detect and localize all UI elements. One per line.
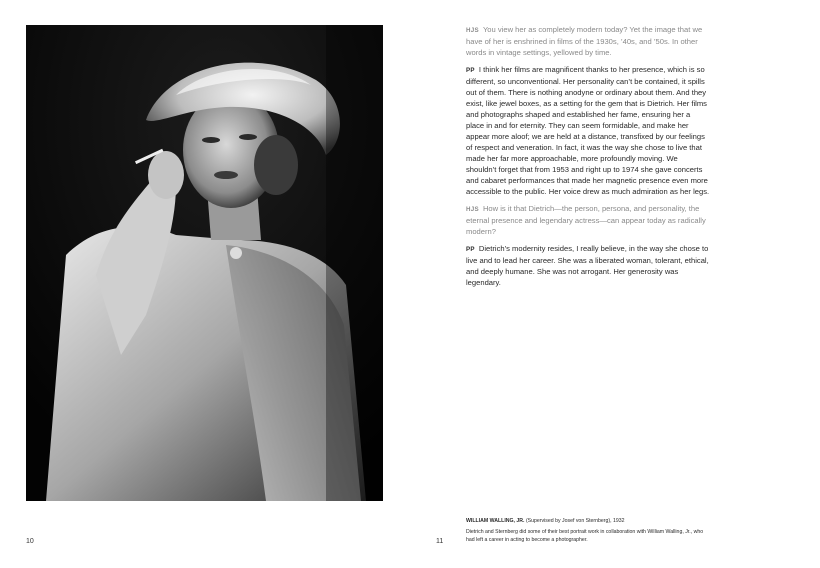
interview-text	[466, 24, 710, 294]
question-paragraph	[466, 203, 710, 237]
paragraph-text: You view her as completely modern today? Yet the image that we have of her is enshrined in films of the 1930s, ’40s, and ’50s. In other words in vintage settings, yellowed by time.	[466, 25, 703, 57]
answer-paragraph	[466, 243, 710, 288]
paragraph-text: Dietrich’s modernity resides, I really believe, in the way she chose to live and to lead her career. She was a liberated woman, tolerant, ethical, and deeply humane. She was not arrogant. Her generosity was legendary.	[466, 244, 709, 287]
question-paragraph	[466, 24, 710, 58]
paragraph-text: I think her films are magnificent thanks to her presence, which is so different, so unconventional. Her personality can’t be contained, it spills out of them. There is nothing anodyne or ordinary about them. And they exist, like jewel boxes, as a setting for the gem that is Dietrich. Her films and photographs shaped and established her fame, ensuring her a place in and for eternity. They can seem formidable, and make her appear more aloof; we are held at a distance, transfixed by our feelings of respect and veneration. In fact, it was the way she chose to live that made her far more approachable, more profoundly moving. We shouldn’t forget that from 1953 and right up to 1974 she gave concerts and cabaret performances that made her magnetic presence even more accessible to the public. Her voice drew as much admiration as her legs.	[466, 65, 710, 196]
portrait-image	[26, 25, 383, 501]
page-number-right: 11	[436, 538, 444, 545]
photo-caption	[466, 517, 706, 544]
photographer-name: WILLIAM WALLING, JR.	[466, 518, 525, 524]
caption-credit: (Supervised by Josef von Sternberg), 1932	[525, 518, 625, 524]
speaker-label: PP	[466, 67, 475, 74]
portrait-photo	[26, 25, 383, 501]
answer-paragraph	[466, 64, 710, 197]
caption-title	[466, 517, 706, 525]
speaker-label: PP	[466, 246, 475, 253]
caption-body: Dietrich and Sternberg did some of their best portrait work in collaboration with William Walling, Jr., who had left a career in acting to become a photographer.	[466, 529, 704, 543]
page-number-left: 10	[26, 538, 34, 545]
speaker-label: HJS	[466, 206, 479, 213]
paragraph-text: How is it that Dietrich—the person, persona, and personality, the eternal presence and legendary actress—can appear today as radically modern?	[466, 204, 706, 236]
speaker-label: HJS	[466, 27, 479, 34]
